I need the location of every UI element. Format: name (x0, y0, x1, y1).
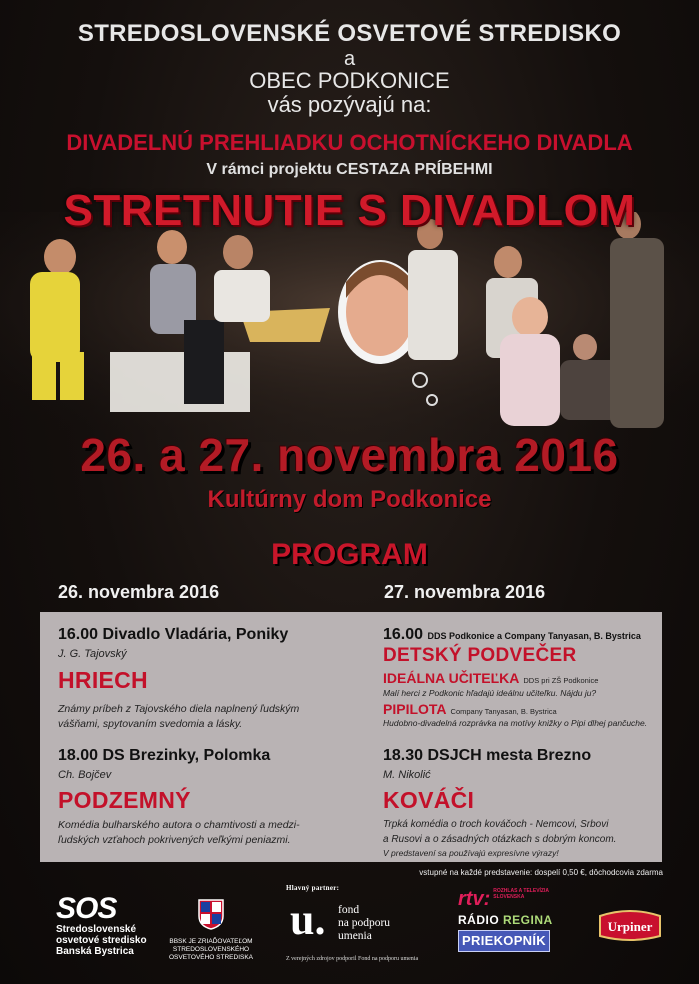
actor-head (573, 334, 597, 360)
girl-head (512, 297, 548, 337)
bbsk-crest-icon (197, 898, 225, 930)
regina-word: REGINA (503, 913, 553, 927)
day1-show2-author: Ch. Bojčev (58, 769, 112, 781)
desc-line: a Rusovi a o zásadných otázkach s dobrým koncom. (383, 833, 617, 845)
priekopnik-logo: PRIEKOPNÍK (458, 930, 550, 952)
urpiner-logo (596, 910, 664, 942)
fond-line: fond (338, 904, 360, 916)
day2-show1-time (383, 626, 641, 644)
bbsk-line: OSVETOVÉHO STREDISKA (168, 954, 254, 961)
program-panel (40, 612, 662, 862)
actor-leg (32, 352, 56, 400)
day1-show2-title: PODZEMNÝ (58, 787, 191, 813)
day1-heading: 26. novembra 2016 (58, 582, 220, 602)
bbsk-line: STREDOSLOVENSKÉHO (172, 946, 250, 953)
day1-show1-title: HRIECH (58, 667, 148, 693)
day2-show2-author: M. Nikolić (383, 769, 431, 781)
sponsor-logos (0, 880, 699, 984)
invitation-text: vás pozývajú na: (267, 92, 432, 117)
desc-warning: V predstavení sa používajú expresívne výrazy! (383, 848, 559, 858)
main-title: STRETNUTIE S DIVADLOM (63, 186, 636, 235)
rtv-tag: SLOVENSKA (493, 894, 525, 900)
sos-line: Banská Bystrica (56, 946, 134, 957)
time-value: 16.00 (383, 626, 424, 643)
day2-show2-description (383, 818, 616, 859)
desc-line: Trpká komédia o troch kováčoch - Nemcovi, Srbovi (383, 819, 609, 830)
program-heading: PROGRAM (271, 538, 428, 571)
fond-line: na podporu (338, 917, 391, 929)
rtv-logo (458, 888, 558, 911)
sos-line: Stredoslovenské (56, 924, 137, 935)
desc-line: ľudských vzťahoch pokrivených veľkými peniazmi. (58, 834, 291, 847)
actors-photo-collage (0, 212, 699, 442)
partner-label: Hlavný partner: (286, 884, 340, 892)
festival-name: DIVADELNÚ PREHLIADKU OCHOTNÍCKEHO DIVADLA (66, 130, 633, 155)
fond-note: Z verejných zdrojov podporil Fond na podporu umenia (286, 956, 419, 962)
desc-line: Známy príbeh z Tajovského diela naplnený ľudským (58, 703, 300, 715)
bbsk-logo (164, 898, 258, 962)
bbsk-line: BBSK JE ZRIAĎOVATEĽOM (169, 938, 253, 945)
fond-logo (286, 884, 426, 962)
day1-show1-author: J. G. Tajovský (58, 648, 127, 660)
day2-show2-time: 18.30 DSJCH mesta Brezno (383, 747, 592, 764)
day1-show1-description (58, 702, 299, 732)
actor-yellow-shirt (30, 272, 80, 362)
rtv-mark: rtv: (458, 888, 491, 910)
actor-leg (60, 352, 84, 400)
girl-pink-shirt (500, 334, 560, 426)
rtvs-logos (458, 888, 558, 952)
sub-title: PIPILOTA (383, 701, 447, 717)
actor-head (44, 239, 76, 275)
day1-show2-time: 18.00 DS Brezinky, Polomka (58, 747, 271, 764)
radio-word: RÁDIO (458, 913, 500, 927)
table-cloth (110, 352, 250, 412)
organizer-1: STREDOSLOVENSKÉ OSVETOVÉ STREDISKO (77, 20, 622, 47)
actor-long-coat (610, 238, 664, 428)
day2-sub1-description: Malí herci z Podkonic hľadajú ideálnu učiteľku. Nájdu ju? (383, 688, 597, 698)
day2-sub1-title (383, 670, 598, 686)
actor-black-pants (184, 320, 224, 404)
sub-note: Company Tanyasan, B. Bystrica (450, 707, 557, 716)
day2-show2-title: KOVÁČI (383, 787, 475, 813)
actor-white-shirt (214, 270, 270, 322)
fond-name (338, 904, 390, 943)
rtv-tagline (493, 888, 549, 900)
entry-fee: vstupné na každé predstavenie: dospelí 0,50 €, dôchodcovia zdarma (419, 868, 663, 877)
desc-line: Komédia bulharského autora o chamtivosti a medzi- (58, 819, 300, 831)
event-dates: 26. a 27. novembra 2016 (80, 429, 619, 481)
rtv-tag: ROZHLAS A TELEVÍZIA (493, 888, 549, 894)
day2-sub2-title (383, 701, 557, 717)
desc-line: vášňami, spytovaním svedomia a lásky. (58, 718, 243, 731)
actor-head (223, 235, 253, 269)
actor-head (494, 246, 522, 278)
radio-regina-logo (458, 913, 558, 927)
company-name: DDS Podkonice a Company Tanyasan, B. Bystrica (427, 631, 641, 641)
day1-show2-description (58, 818, 300, 848)
fond-line: umenia (338, 930, 372, 942)
sos-line: osvetové stredisko (56, 935, 147, 946)
actor-white-shirt (408, 250, 458, 360)
day2-heading: 27. novembra 2016 (384, 582, 546, 602)
conjunction: a (343, 48, 356, 70)
sub-note: DDS pri ZŠ Podkonice (523, 676, 599, 685)
urpiner-wordmark: Urpiner (607, 919, 653, 934)
sub-title: IDEÁLNA UČITEĽKA (383, 670, 520, 686)
sos-mark: SOS (56, 892, 117, 925)
event-venue: Kultúrny dom Podkonice (207, 486, 492, 513)
fond-mark: u. (290, 895, 326, 944)
day1-show1-time: 16.00 Divadlo Vladária, Poniky (58, 626, 289, 643)
day2-block-title: DETSKÝ PODVEČER (383, 645, 577, 666)
sos-logo (56, 892, 147, 957)
organizer-2: OBEC PODKONICE (249, 68, 450, 93)
day2-sub2-description: Hudobno-divadelná rozprávka na motívy knižky o Pipi dlhej pančuche. (383, 718, 648, 728)
project-line: V rámci projektu CESTAZA PRÍBEHMI (206, 161, 493, 178)
